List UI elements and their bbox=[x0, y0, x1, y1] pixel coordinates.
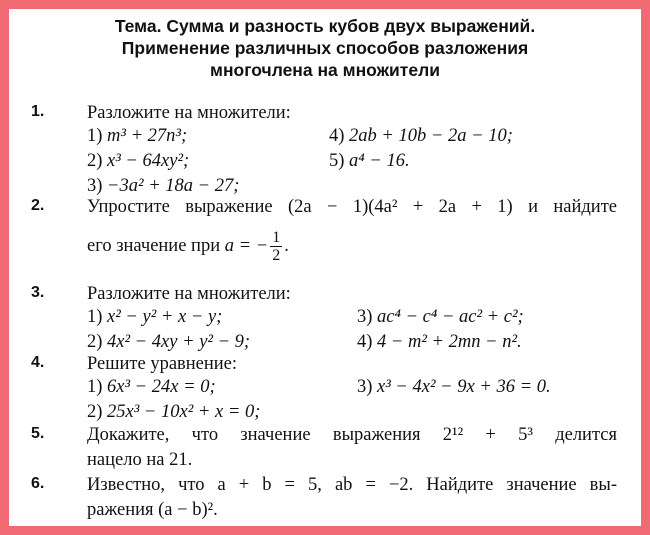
problem-number: 1. bbox=[31, 103, 45, 120]
problem-number: 6. bbox=[31, 475, 45, 492]
topic-line-3: многочлена на множители bbox=[210, 60, 440, 80]
topic-header bbox=[9, 15, 641, 81]
problem-text: его значение при a = − $\frac{1}{2}$ . bbox=[87, 229, 289, 264]
problem-text: Докажите, что значение выражения 2¹² + 5³ делится bbox=[87, 425, 617, 445]
problem-item: 3) −3a² + 18a − 27; bbox=[87, 176, 240, 196]
problem-item: 3) x³ − 4x² − 9x + 36 = 0. bbox=[357, 377, 551, 397]
problem-item: 1) 6x³ − 24x = 0; bbox=[87, 377, 216, 397]
topic-line-1 bbox=[9, 15, 641, 37]
problem-number: 3. bbox=[31, 284, 45, 301]
problem-item: 2) 25x³ − 10x² + x = 0; bbox=[87, 402, 261, 422]
problem-item: 4) 2ab + 10b − 2a − 10; bbox=[329, 126, 513, 146]
topic-line-2: Применение различных способов разложения bbox=[121, 38, 529, 58]
problem-item: 1) x² − y² + x − y; bbox=[87, 307, 223, 327]
problem-text: нацело на 21. bbox=[87, 450, 193, 470]
problem-text: Разложите на множители: bbox=[87, 284, 291, 304]
problem-text: Решите уравнение: bbox=[87, 354, 238, 374]
problem-text: Упростите выражение (2a − 1)(4a² + 2a + 1) и найдите bbox=[87, 197, 617, 217]
problem-number: 4. bbox=[31, 354, 45, 371]
problem-item: 1) m³ + 27n³; bbox=[87, 126, 188, 146]
problem-item: 2) x³ − 64xy²; bbox=[87, 151, 190, 171]
problem-item: 5) a⁴ − 16. bbox=[329, 151, 410, 171]
problem-text: Известно, что a + b = 5, ab = −2. Найдите значение вы- bbox=[87, 475, 617, 495]
problem-number: 5. bbox=[31, 425, 45, 442]
problem-number: 2. bbox=[31, 197, 45, 214]
topic-lead: Тема. bbox=[114, 16, 162, 36]
fraction: $\frac{1}{2}$ bbox=[272, 229, 281, 264]
topic-title: Сумма и разность кубов двух выражений. bbox=[161, 16, 536, 36]
problem-item: 4) 4 − m² + 2mn − n². bbox=[357, 332, 522, 352]
problem-item: 3) ac⁴ − c⁴ − ac² + c²; bbox=[357, 307, 524, 327]
problem-text: ражения (a − b)². bbox=[87, 500, 218, 520]
problem-text: Разложите на множители: bbox=[87, 103, 291, 123]
worksheet bbox=[9, 9, 641, 526]
problem-item: 2) 4x² − 4xy + y² − 9; bbox=[87, 332, 251, 352]
